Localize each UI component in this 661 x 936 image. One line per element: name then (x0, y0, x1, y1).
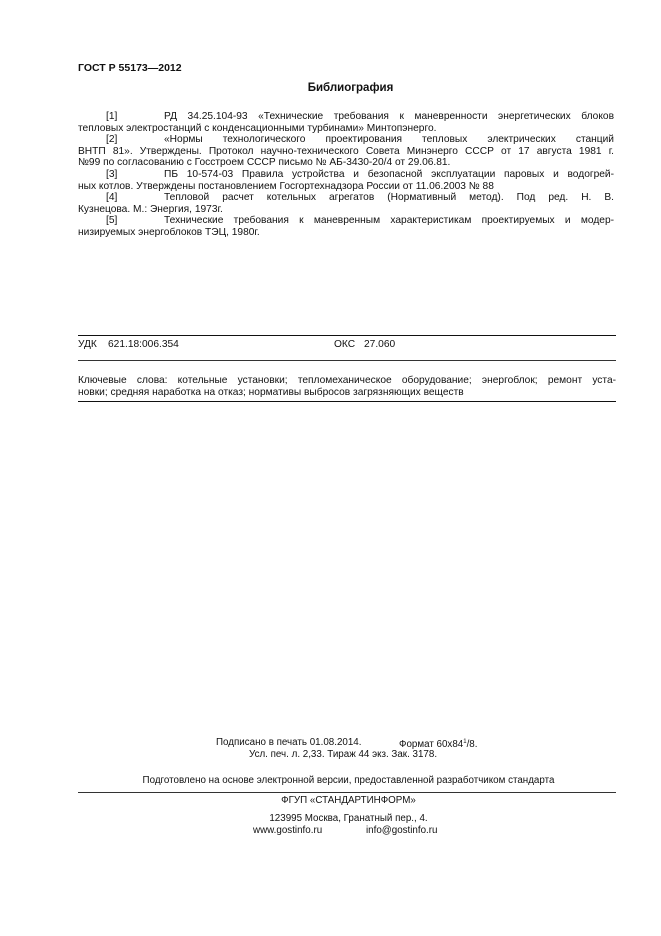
bibliography-list (78, 111, 614, 239)
entry-text-line: ВНТП 81». Утверждены. Протокол научно-технического Совета Минэнерго СССР от 17 августа 1981 г. (78, 145, 614, 157)
bibliography-title: Библиография (307, 82, 394, 94)
divider (78, 360, 616, 361)
document-id: ГОСТ Р 55173—2012 (78, 62, 182, 74)
website-link[interactable]: www.gostinfo.ru (253, 825, 323, 836)
bibliography-entry (78, 192, 614, 215)
publisher-address: 123995 Москва, Гранатный пер., 4. (269, 813, 428, 824)
classification-row (78, 339, 616, 353)
prepared-note: Подготовлено на основе электронной версии, предоставленной разработчиком стандарта (142, 775, 555, 786)
entry-text-line: Тепловой расчет котельных агрегатов (Нормативный метод). Под ред. Н. В. (164, 192, 614, 204)
format-prefix: Формат 60х84 (399, 739, 464, 750)
format-sup: 1 (463, 739, 467, 745)
divider (78, 401, 616, 402)
divider (78, 792, 616, 793)
entry-number: [5] (106, 215, 118, 227)
imprint-block (0, 737, 661, 760)
udk-label: УДК (78, 339, 97, 350)
entry-text-line: тепловых электростанций с конденсационными турбинами» Минтопэнерго. (78, 122, 437, 134)
entry-number: [1] (106, 111, 118, 122)
oks-value: 27.060 (364, 339, 396, 350)
keywords-line: новки; средняя наработка на отказ; нормативы выбросов загрязняющих веществ (78, 386, 464, 398)
keywords-line: Ключевые слова: котельные установки; тепломеханическое оборудование; энергоблок; ремонт уста- (78, 375, 616, 386)
entry-text-line: ных котлов. Утверждены постановлением Госгортехнадзора России от 11.06.2003 № 88 (78, 180, 494, 192)
udk-value: 621.18:006.354 (108, 339, 179, 350)
entry-text-line: «Нормы технологического проектирования тепловых электрических станций (164, 134, 614, 146)
signed-date: Подписано в печать 01.08.2014. (216, 737, 362, 748)
entry-number: [4] (106, 192, 118, 204)
entry-text-line: Технические требования к маневренным характеристикам проектируемых и модер- (164, 215, 614, 227)
entry-text-line: Кузнецова. М.: Энергия, 1973г. (78, 203, 223, 215)
entry-text-line: РД 34.25.104-93 «Технические требования к маневренности энергетических блоков (164, 111, 614, 122)
entry-text-line: №99 по согласованию с Госстроем СССР письмо № АБ-3430-20/4 от 29.06.81. (78, 157, 451, 169)
oks-label: ОКС (334, 339, 356, 350)
bibliography-entry (78, 134, 614, 169)
divider (78, 335, 616, 336)
print-info: Усл. печ. л. 2,33. Тираж 44 экз. Зак. 3178. (249, 749, 438, 760)
classification-block (78, 335, 616, 402)
publisher-name: ФГУП «СТАНДАРТИНФОРМ» (281, 795, 416, 806)
entry-text-line: низируемых энергоблоков ТЭЦ, 1980г. (78, 226, 260, 238)
bibliography-entry (78, 215, 614, 238)
bibliography-entry (78, 111, 614, 134)
bibliography-entry (78, 169, 614, 192)
entry-text-line: ПБ 10-574-03 Правила устройства и безопасной эксплуатации паровых и водогрей- (164, 168, 614, 180)
entry-number: [3] (106, 168, 118, 180)
format-suffix: /8. (466, 739, 478, 750)
contact-row (0, 825, 661, 837)
email-link[interactable]: info@gostinfo.ru (366, 825, 438, 836)
entry-number: [2] (106, 134, 118, 146)
keywords (78, 375, 616, 398)
